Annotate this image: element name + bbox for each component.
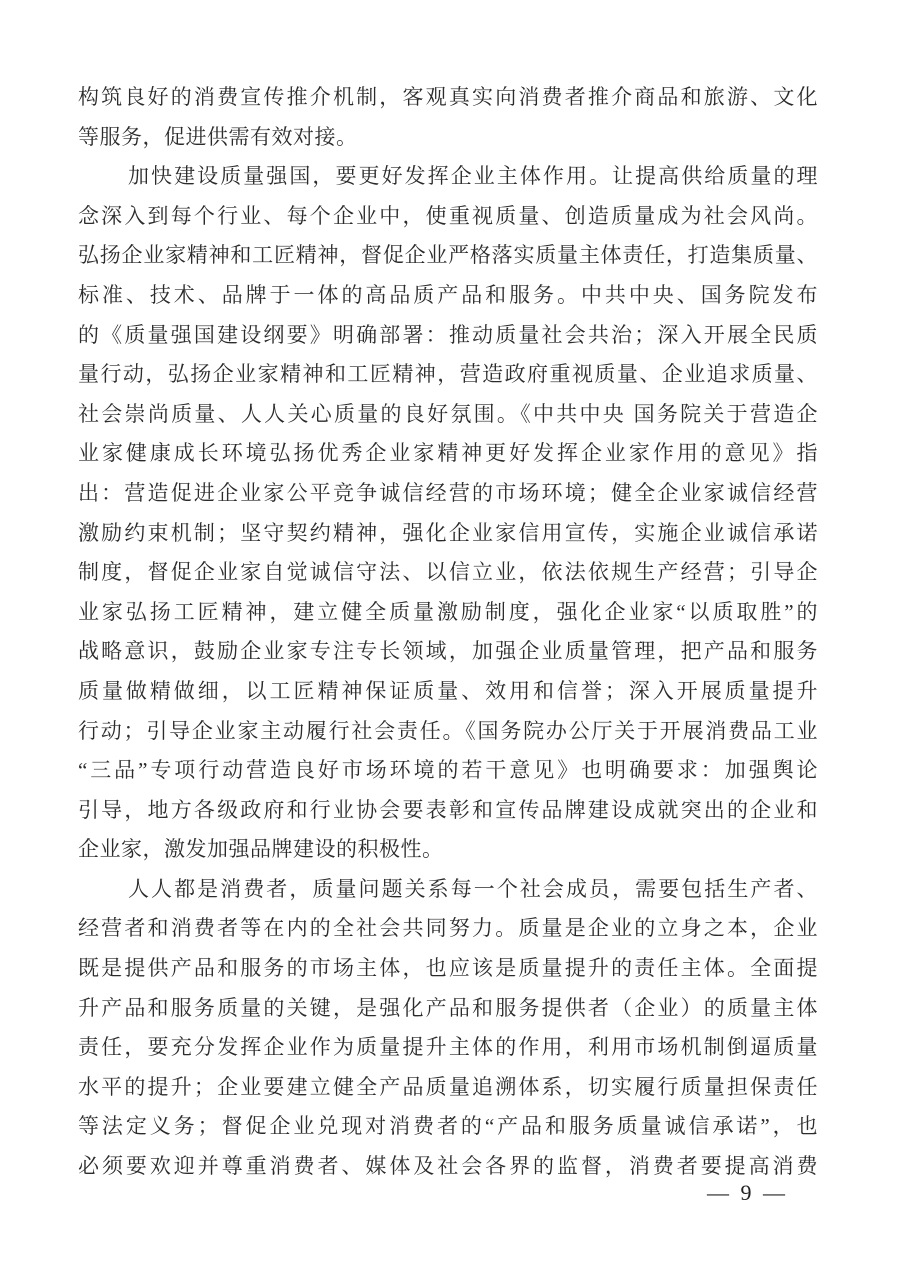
text-line: 质量做精做细，以工匠精神保证质量、效用和信誉；深入开展质量提升	[78, 678, 818, 703]
text-line: 必须要欢迎并尊重消费者、媒体及社会各界的监督，消费者要提高消费	[78, 1154, 818, 1179]
text-line: 水平的提升；企业要建立健全产品质量追溯体系，切实履行质量担保责任	[78, 1074, 818, 1099]
page-number: — 9 —	[707, 1180, 788, 1205]
text-line: 等法定义务；督促企业兑现对消费者的“产品和服务质量诚信承诺”，也	[78, 1114, 818, 1139]
paragraph	[78, 157, 818, 870]
text-line: 制度，督促企业家自觉诚信守法、以信立业，依法依规生产经营；引导企	[78, 560, 818, 585]
text-line: 战略意识，鼓励企业家专注专长领域，加强企业质量管理，把产品和服务	[78, 639, 818, 664]
text-line: 的《质量强国建设纲要》明确部署：推动质量社会共治；深入开展全民质	[78, 322, 818, 347]
text-line: 业家弘扬工匠精神，建立健全质量激励制度，强化企业家“以质取胜”的	[78, 599, 818, 624]
text-line: 引导，地方各级政府和行业协会要表彰和宣传品牌建设成就突出的企业和	[78, 797, 818, 822]
text-line: “三品”专项行动营造良好市场环境的若干意见》也明确要求：加强舆论	[78, 758, 818, 783]
text-line: 责任，要充分发挥企业作为质量提升主体的作用，利用市场机制倒逼质量	[78, 1035, 818, 1060]
text-line: 经营者和消费者等在内的全社会共同努力。质量是企业的立身之本，企业	[78, 916, 818, 941]
text-line: 构筑良好的消费宣传推介机制，客观真实向消费者推介商品和旅游、文化	[78, 85, 818, 109]
text-line: 出：营造促进企业家公平竞争诚信经营的市场环境；健全企业家诚信经营	[78, 480, 818, 505]
text-line: 升产品和服务质量的关键，是强化产品和服务提供者（企业）的质量主体	[78, 995, 818, 1020]
text-line: 社会崇尚质量、人人关心质量的良好氛围。《中共中央 国务院关于营造企	[78, 401, 818, 426]
text-line: 标准、技术、品牌于一体的高品质产品和服务。中共中央、国务院发布	[78, 282, 818, 307]
paragraph	[78, 78, 818, 157]
body-text	[78, 78, 818, 1187]
text-line: 等服务，促进供需有效对接。	[78, 124, 358, 149]
paragraph	[78, 870, 818, 1187]
text-line: 加快建设质量强国，要更好发挥企业主体作用。让提高供给质量的理	[128, 164, 818, 189]
text-line: 人人都是消费者，质量问题关系每一个社会成员，需要包括生产者、	[128, 876, 818, 901]
text-line: 业家健康成长环境弘扬优秀企业家精神更好发挥企业家作用的意见》指	[78, 441, 818, 466]
text-line: 激励约束机制；坚守契约精神，强化企业家信用宣传，实施企业诚信承诺	[78, 520, 818, 545]
text-line: 念深入到每个行业、每个企业中，使重视质量、创造质量成为社会风尚。	[78, 203, 818, 228]
text-line: 既是提供产品和服务的市场主体，也应该是质量提升的责任主体。全面提	[78, 956, 818, 981]
text-line: 行动；引导企业家主动履行社会责任。《国务院办公厅关于开展消费品工业	[78, 718, 818, 743]
text-line: 量行动，弘扬企业家精神和工匠精神，营造政府重视质量、企业追求质量、	[78, 362, 818, 387]
text-line: 企业家，激发加强品牌建设的积极性。	[78, 837, 444, 862]
text-line: 弘扬企业家精神和工匠精神，督促企业严格落实质量主体责任，打造集质量、	[78, 243, 818, 268]
